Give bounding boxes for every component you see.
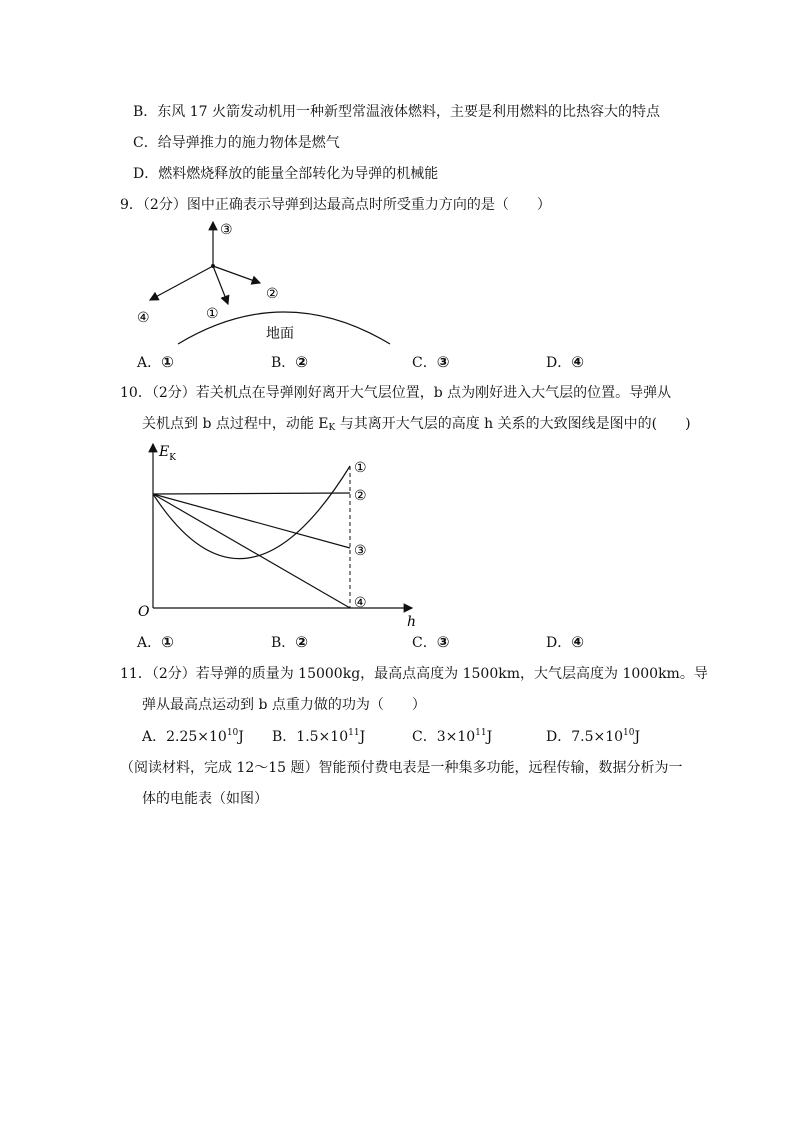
arrow-1 [213,266,228,304]
label-2: ② [266,286,279,302]
q9-option-c: C．③ [412,353,450,371]
q11-stem-line2: 弹从最高点运动到 b 点重力做的功为（ ） [142,697,426,713]
q10-stem-line2: 关机点到 b 点过程中，动能 $E_K$ 与其离开大气层的高度 h 关系的大致图线是图中的( ) [142,416,691,433]
q11-option-a: A．$2.25\times 10^{10}J$ [142,728,244,745]
point-dot [211,264,215,268]
q10-option-d: D．④ [546,633,584,651]
q9-stem: 9．（2分）图中正确表示导弹到达最高点时所受重力方向的是（ ） [120,197,551,213]
q11-stem-line1: 11．（2分）若导弹的质量为 15000kg，最高点高度为 1500km，大气层高度为 1000km。导 [120,666,708,682]
q11-option-c: C．$3\times 10^{11}J$ [412,728,493,745]
q10-stem-line1: 10．（2分）若关机点在导弹刚好离开大气层位置，b 点为刚好进入大气层的位置。导弹从 [120,385,672,401]
q8-option-b: B．东风 17 火箭发动机用一种新型常温液体燃料，主要是利用燃料的比热容大的特点 [133,104,661,120]
label-3: ③ [220,222,233,238]
q9-force-diagram [120,212,420,352]
q10-option-a: A．① [137,633,174,651]
y-axis-label: $E_K$ [159,444,176,463]
arrow-2 [213,266,260,283]
label-4: ④ [137,310,150,326]
arrow-4 [150,266,213,300]
reading-line2: 体的电能表（如图） [142,791,268,807]
q9-option-a: A．① [137,353,174,371]
q10-option-b: B．② [271,633,308,651]
curve-label-4: ④ [354,595,367,611]
curve-label-3: ③ [354,543,367,559]
q10-ek-h-graph [130,436,430,636]
x-axis-label: h [407,614,417,630]
curve-1 [153,466,350,559]
label-1: ① [206,306,219,322]
curve-3 [153,494,350,548]
q9-option-d: D．④ [546,353,584,371]
curve-label-2: ② [354,488,367,504]
origin-label: O [138,604,150,620]
q11-option-b: B．$1.5\times 10^{11}J$ [272,728,366,745]
q8-option-c: C．给导弹推力的施力物体是燃气 [133,135,340,151]
curve-label-1: ① [354,460,367,476]
ground-label: 地面 [266,326,294,342]
q11-option-d: D．$7.5\times 10^{10}J$ [546,728,641,745]
q8-option-d: D．燃料燃烧释放的能量全部转化为导弹的机械能 [133,166,439,182]
reading-line1: （阅读材料，完成 12～15 题）智能预付费电表是一种集多功能，远程传输，数据分析为一 [120,760,683,776]
curve-4 [153,494,350,608]
curve-2 [153,493,350,494]
q9-option-b: B．② [271,353,308,371]
q10-option-c: C．③ [412,633,450,651]
